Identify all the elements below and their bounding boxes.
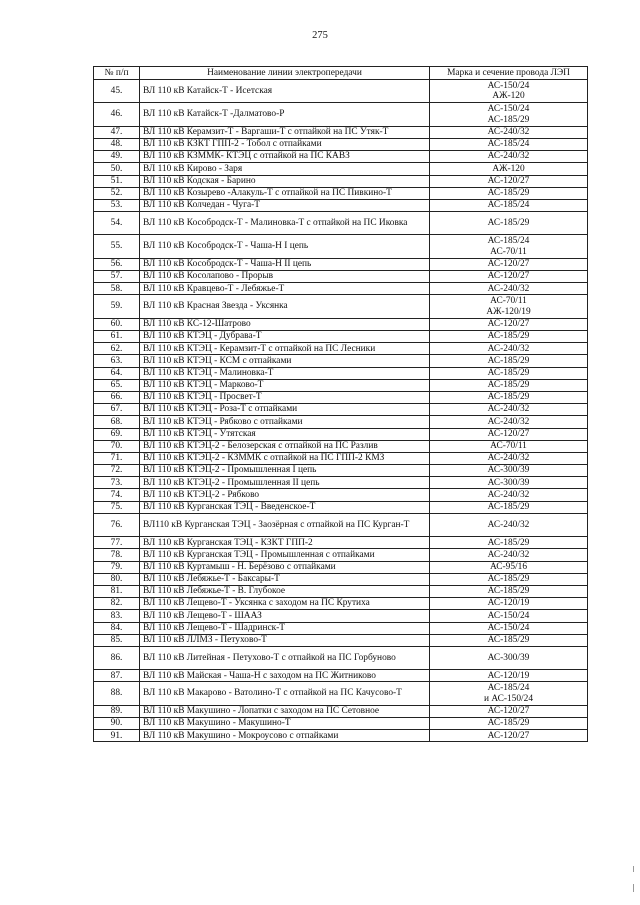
wire-grade [430,549,588,561]
header-line-name: Наименование линии электропередачи [140,67,430,80]
wire-grade [430,718,588,730]
line-name: ВЛ 110 кВ Лебяжье-Т - В. Глубокое [140,585,430,597]
wire-grade [430,670,588,682]
wire-grade-line: АС-240/32 [487,151,530,162]
wire-grade-line: АС-185/24 [487,139,530,150]
line-name: ВЛ 110 кВ КТЭЦ - Дубрава-Т [140,331,430,343]
wire-grade [430,610,588,622]
row-number: 53. [94,199,140,211]
wire-grade [430,318,588,330]
wire-grade [430,163,588,175]
line-name: ВЛ 110 кВ Макушино - Макушино-Т [140,718,430,730]
wire-grade [430,477,588,489]
wire-grade-line: АС-95/16 [489,561,528,572]
row-number: 88. [94,682,140,705]
wire-grade-line: АС-70/11 [490,296,527,307]
wire-grade [430,235,588,258]
wire-grade-line: АС-185/24 [487,683,530,694]
line-name: ВЛ 110 кВ КЗММК- КТЭЦ с отпайкой на ПС КАВЗ [140,151,430,163]
header-wire-grade: Марка и сечение провода ЛЭП [430,67,588,80]
header-number: № п/п [94,67,140,80]
row-number: 63. [94,355,140,367]
row-number: 52. [94,187,140,199]
row-number: 62. [94,343,140,355]
line-name: ВЛ 110 кВ Кодская - Барино [140,175,430,187]
wire-grade [430,126,588,138]
wire-grade-line: АЖ-120 [492,163,525,174]
wire-grade-line: АС-120/19 [487,598,530,609]
wire-grade-line: АС-185/29 [487,380,530,391]
wire-grade-line: АС-185/29 [487,355,530,366]
wire-grade-line: АЖ-120 [492,91,525,102]
row-number: 73. [94,477,140,489]
line-name: ВЛ 110 кВ КТЭЦ - Керамзит-Т с отпайкой на ПС Лесники [140,343,430,355]
wire-grade-line: АС-150/24 [487,610,530,621]
table-row [94,610,588,622]
line-name: ВЛ 110 кВ Майская - Чаша-Н с заходом на ПС Житниково [140,670,430,682]
line-name: ВЛ 110 кВ Катайск-Т -Далматово-Р [140,103,430,126]
row-number: 80. [94,573,140,585]
row-number: 50. [94,163,140,175]
line-name: ВЛ 110 кВ КТЭЦ-2 - Промышленная II цепь [140,477,430,489]
wire-grade [430,646,588,669]
line-name: ВЛ 110 кВ КТЭЦ - КСМ с отпайками [140,355,430,367]
table-row [94,212,588,235]
line-name: ВЛ 110 кВ КТЭЦ-2 - Рябково [140,489,430,501]
row-number: 64. [94,367,140,379]
line-name: ВЛ 110 кВ Лещево-Т - Уксянка с заходом на ПС Крутиха [140,598,430,610]
row-number: 55. [94,235,140,258]
row-number: 75. [94,501,140,513]
row-number: 58. [94,283,140,295]
wire-grade [430,573,588,585]
table-row [94,428,588,440]
scan-edge-mark [633,884,634,892]
wire-grade [430,391,588,403]
power-lines-table [93,66,588,742]
table-row [94,80,588,103]
wire-grade [430,598,588,610]
table-row [94,271,588,283]
table-row [94,730,588,742]
wire-grade-line: АС-120/27 [487,259,530,270]
wire-grade-line: АЖ-120/19 [486,306,531,317]
row-number: 51. [94,175,140,187]
wire-grade-line: АС-240/32 [487,549,530,560]
table-row [94,235,588,258]
row-number: 54. [94,212,140,235]
line-name: ВЛ 110 кВ Макарово - Ватолино-Т с отпайкой на ПС Качусово-Т [140,682,430,705]
row-number: 74. [94,489,140,501]
table-row [94,705,588,717]
table-row [94,103,588,126]
wire-grade [430,187,588,199]
line-name: ВЛ 110 кВ Кособродск-Т - Малиновка-Т с отпайкой на ПС Иковка [140,212,430,235]
table-row [94,379,588,391]
line-name: ВЛ 110 кВ КТЭЦ - Утятская [140,428,430,440]
row-number: 89. [94,705,140,717]
row-number: 76. [94,513,140,536]
line-name: ВЛ 110 кВ Курганская ТЭЦ - Введенское-Т [140,501,430,513]
table-row [94,682,588,705]
wire-grade-line: АС-150/24 [487,622,530,633]
wire-grade [430,175,588,187]
row-number: 81. [94,585,140,597]
wire-grade [430,428,588,440]
row-number: 56. [94,258,140,270]
wire-grade-line: АС-300/39 [487,652,530,663]
row-number: 49. [94,151,140,163]
row-number: 85. [94,634,140,646]
line-name: ВЛ 110 кВ Катайск-Т - Исетская [140,80,430,103]
line-name: ВЛ 110 кВ Лещево-Т - ШААЗ [140,610,430,622]
wire-grade [430,367,588,379]
wire-grade [430,80,588,103]
wire-grade [430,705,588,717]
table-row [94,477,588,489]
line-name: ВЛ 110 кВ Кособродск-Т - Чаша-Н I цепь [140,235,430,258]
table-row [94,343,588,355]
line-name: ВЛ 110 кВ Курганская ТЭЦ - Промышленная с отпайками [140,549,430,561]
wire-grade [430,258,588,270]
wire-grade-line: АС-185/29 [487,188,530,199]
wire-grade-line: АС-120/19 [487,670,530,681]
row-number: 47. [94,126,140,138]
wire-grade-line: АС-240/32 [487,416,530,427]
table-row [94,622,588,634]
table-row [94,537,588,549]
table-row [94,404,588,416]
wire-grade [430,634,588,646]
row-number: 78. [94,549,140,561]
line-name: ВЛ 110 кВ Кособродск-Т - Чаша-Н II цепь [140,258,430,270]
line-name: ВЛ 110 кВ Лещево-Т - Шадринск-Т [140,622,430,634]
table-row [94,465,588,477]
row-number: 46. [94,103,140,126]
line-name: ВЛ 110 кВ Колчедан - Чуга-Т [140,199,430,211]
wire-grade [430,404,588,416]
wire-grade-line: АС-150/24 [487,80,530,91]
table-row [94,355,588,367]
line-name: ВЛ 110 кВ КТЭЦ-2 - КЗММК с отпайкой на ПС ГПП-2 КМЗ [140,452,430,464]
line-name: ВЛ 110 кВ Куртамыш - Н. Берёзово с отпайками [140,561,430,573]
wire-grade [430,271,588,283]
scan-edge-mark [633,866,634,872]
wire-grade-line: АС-120/27 [487,428,530,439]
table-row [94,646,588,669]
row-number: 82. [94,598,140,610]
row-number: 87. [94,670,140,682]
table-row [94,416,588,428]
wire-grade-line: АС-240/32 [487,453,530,464]
wire-grade-line: АС-240/32 [487,127,530,138]
wire-grade [430,416,588,428]
wire-grade-line: АС-185/29 [487,114,530,125]
table-row [94,318,588,330]
row-number: 48. [94,138,140,150]
table-row [94,513,588,536]
row-number: 90. [94,718,140,730]
wire-grade-line: АС-240/32 [487,343,530,354]
wire-grade [430,501,588,513]
line-name: ВЛ 110 кВ КТЭЦ-2 - Белозерская с отпайкой на ПС Разлив [140,440,430,452]
table-row [94,126,588,138]
wire-grade [430,355,588,367]
wire-grade [430,682,588,705]
line-name: ВЛ 110 кВ Литейная - Петухово-Т с отпайкой на ПС Горбуново [140,646,430,669]
table-row [94,258,588,270]
wire-grade [430,440,588,452]
row-number: 45. [94,80,140,103]
row-number: 71. [94,452,140,464]
wire-grade [430,103,588,126]
table-header-row [94,67,588,80]
line-name: ВЛ 110 кВ КТЭЦ - Просвет-Т [140,391,430,403]
wire-grade-line: АС-185/29 [487,718,530,729]
wire-grade-line: АС-185/29 [487,217,530,228]
wire-grade-line: АС-120/27 [487,271,530,282]
table-row [94,573,588,585]
wire-grade-line: АС-185/29 [487,392,530,403]
wire-grade-line: АС-185/29 [487,331,530,342]
wire-grade [430,465,588,477]
wire-grade [430,331,588,343]
line-name: ВЛ 110 кВ Козырево -Алакуль-Т с отпайкой на ПС Пивкино-Т [140,187,430,199]
wire-grade-line: АС-185/29 [487,501,530,512]
row-number: 61. [94,331,140,343]
row-number: 72. [94,465,140,477]
wire-grade-line: АС-240/32 [487,489,530,500]
line-name: ВЛ 110 кВ Красная Звезда - Уксянка [140,295,430,318]
table-row [94,549,588,561]
wire-grade-line: АС-70/11 [490,246,527,257]
row-number: 67. [94,404,140,416]
wire-grade [430,561,588,573]
table-row [94,199,588,211]
line-name: ВЛ 110 кВ Макушино - Мокроусово с отпайками [140,730,430,742]
table-row [94,163,588,175]
wire-grade-line: АС-120/27 [487,319,530,330]
wire-grade [430,585,588,597]
table-row [94,283,588,295]
wire-grade [430,212,588,235]
table-row [94,367,588,379]
wire-grade [430,489,588,501]
line-name: ВЛ 110 кВ КЗКТ ГПП-2 - Тобол с отпайками [140,138,430,150]
line-name: ВЛ 110 кВ Кирово - Заря [140,163,430,175]
table-row [94,138,588,150]
wire-grade [430,283,588,295]
wire-grade [430,537,588,549]
table-row [94,175,588,187]
row-number: 69. [94,428,140,440]
row-number: 68. [94,416,140,428]
wire-grade-line: АС-120/27 [487,730,530,741]
line-name: ВЛ 110 кВ Керамзит-Т - Варгаши-Т с отпайкой на ПС Утяк-Т [140,126,430,138]
table-row [94,634,588,646]
row-number: 83. [94,610,140,622]
line-name: ВЛ 110 кВ КС-12-Шатрово [140,318,430,330]
table-row [94,585,588,597]
line-name: ВЛ 110 кВ Косолапово - Прорыв [140,271,430,283]
wire-grade [430,379,588,391]
table-row [94,489,588,501]
row-number: 84. [94,622,140,634]
page-number: 275 [312,30,328,41]
table-row [94,151,588,163]
wire-grade [430,343,588,355]
wire-grade-line: и АС-150/24 [483,693,534,704]
line-name: ВЛ 110 кВ КТЭЦ - Рябково с отпайками [140,416,430,428]
line-name: ВЛ 110 кВ Лебяжье-Т - Баксары-Т [140,573,430,585]
row-number: 70. [94,440,140,452]
row-number: 86. [94,646,140,669]
line-name: ВЛ 110 кВ Курганская ТЭЦ - КЗКТ ГПП-2 [140,537,430,549]
wire-grade [430,151,588,163]
row-number: 79. [94,561,140,573]
row-number: 91. [94,730,140,742]
line-name: ВЛ 110 кВ Кравцево-Т - Лебяжье-Т [140,283,430,295]
wire-grade-line: АС-185/29 [487,586,530,597]
line-name: ВЛ 110 кВ КТЭЦ - Малиновка-Т [140,367,430,379]
line-name: ВЛ 110 кВ КТЭЦ-2 - Промышленная I цепь [140,465,430,477]
wire-grade-line: АС-300/39 [487,465,530,476]
wire-grade [430,138,588,150]
wire-grade [430,452,588,464]
wire-grade-line: АС-185/29 [487,635,530,646]
wire-grade-line: АС-300/39 [487,477,530,488]
wire-grade-line: АС-120/27 [487,706,530,717]
wire-grade-line: АС-185/29 [487,537,530,548]
wire-grade-line: АС-185/29 [487,574,530,585]
table-row [94,331,588,343]
row-number: 59. [94,295,140,318]
row-number: 57. [94,271,140,283]
line-name: ВЛ110 кВ Курганская ТЭЦ - Заозёрная с отпайкой на ПС Курган-Т [140,513,430,536]
wire-grade [430,730,588,742]
row-number: 60. [94,318,140,330]
table-body [94,80,588,742]
table-row [94,391,588,403]
wire-grade-line: АС-70/11 [490,441,527,451]
row-number: 66. [94,391,140,403]
row-number: 65. [94,379,140,391]
table-row [94,718,588,730]
wire-grade-line: АС-185/24 [487,236,530,247]
wire-grade [430,295,588,318]
wire-grade-line: АС-120/27 [487,175,530,186]
table-row [94,295,588,318]
wire-grade-line: АС-240/32 [487,404,530,415]
wire-grade-line: АС-150/24 [487,103,530,114]
wire-grade-line: АС-185/29 [487,367,530,378]
wire-grade [430,513,588,536]
wire-grade [430,622,588,634]
table-row [94,670,588,682]
wire-grade-line: АС-185/24 [487,200,530,211]
table-row [94,452,588,464]
table-row [94,501,588,513]
table-row [94,598,588,610]
line-name: ВЛ 110 кВ ЛЛМЗ - Петухово-Т [140,634,430,646]
table-row [94,440,588,452]
wire-grade-line: АС-240/32 [487,519,530,530]
line-name: ВЛ 110 кВ КТЭЦ - Марково-Т [140,379,430,391]
line-name: ВЛ 110 кВ КТЭЦ - Роза-Т с отпайками [140,404,430,416]
table-row [94,187,588,199]
row-number: 77. [94,537,140,549]
line-name: ВЛ 110 кВ Макушино - Лопатки с заходом на ПС Сетовное [140,705,430,717]
wire-grade-line: АС-240/32 [487,283,530,294]
wire-grade [430,199,588,211]
table-row [94,561,588,573]
